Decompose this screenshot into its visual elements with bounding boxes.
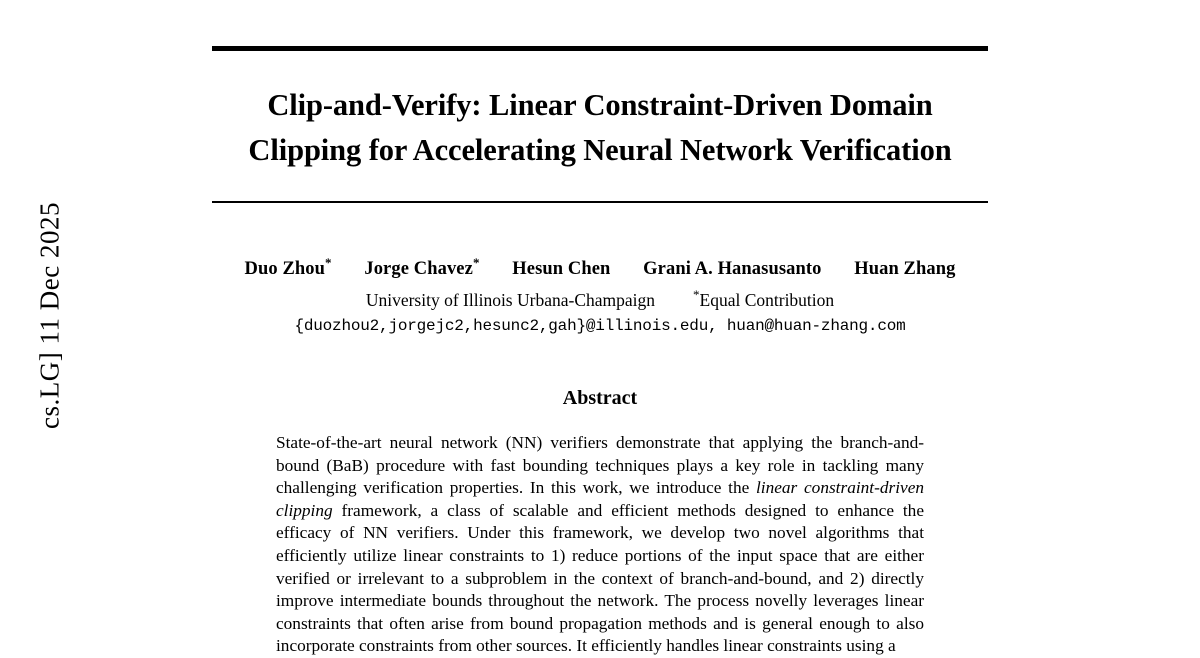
equal-contribution-note	[693, 287, 835, 310]
author-entry	[245, 255, 332, 280]
title-rule-top	[212, 46, 988, 51]
abstract-text-part-2: framework, a class of scalable and efficient methods designed to enhance the efficacy of NN verifiers. Under this framework, we develop two novel algorithms that efficiently utilize linear constraints to 1) reduce portions of the input space that are either verified or irrelevant to a subproblem in the context of branch-and-bound, and 2) directly improve intermediate bounds throughout the network. The process novelly leverages linear constraints that often arise from bound propagation methods and is general enough to also incorporate constraints from other sources. It efficiently handles linear constraints using a	[276, 500, 924, 656]
author-name: Hesun Chen	[512, 259, 611, 280]
abstract-text-part-1: State-of-the-art neural network (NN) verifiers demonstrate that applying the branch-and-bound (BaB) procedure with fast bounding techniques plays a key role in tackling many challenging verification properties. In this work, we introduce the	[276, 432, 924, 498]
affiliation-line	[212, 287, 988, 311]
affiliation-text: University of Illinois Urbana-Champaign	[365, 289, 656, 310]
abstract-heading: Abstract	[562, 386, 638, 409]
author-name: Huan Zhang	[854, 259, 956, 280]
author-entry	[854, 259, 955, 280]
page-title-line-2: Clipping for Accelerating Neural Network Verification	[248, 133, 952, 167]
author-emails: {duozhou2,jorgejc2,hesunc2,gah}@illinois.edu, huan@huan-zhang.com	[294, 316, 906, 335]
abstract-emphasis: linear constraint-driven clipping	[276, 478, 925, 520]
page-title	[212, 83, 988, 173]
equal-contribution-text: Equal Contribution	[699, 289, 835, 310]
abstract-paragraph	[276, 432, 924, 658]
abstract-body	[276, 432, 924, 658]
arxiv-stamp-text: cs.LG] 11 Dec 2025	[34, 202, 65, 429]
equal-contribution-mark: *	[693, 287, 700, 303]
page-title-line-1: Clip-and-Verify: Linear Constraint-Driven Domain	[267, 88, 933, 122]
author-list	[212, 255, 988, 280]
author-entry	[364, 255, 479, 280]
author-entry	[512, 259, 610, 280]
author-mark: *	[325, 255, 332, 270]
author-name: Jorge Chavez	[364, 259, 473, 280]
author-mark: *	[472, 255, 480, 270]
author-entry	[643, 259, 821, 280]
title-rule-bottom	[212, 201, 988, 203]
author-name: Duo Zhou	[244, 259, 326, 280]
paper-content	[212, 0, 988, 658]
author-name: Grani A. Hanasusanto	[643, 259, 822, 280]
arxiv-stamp	[0, 0, 65, 648]
